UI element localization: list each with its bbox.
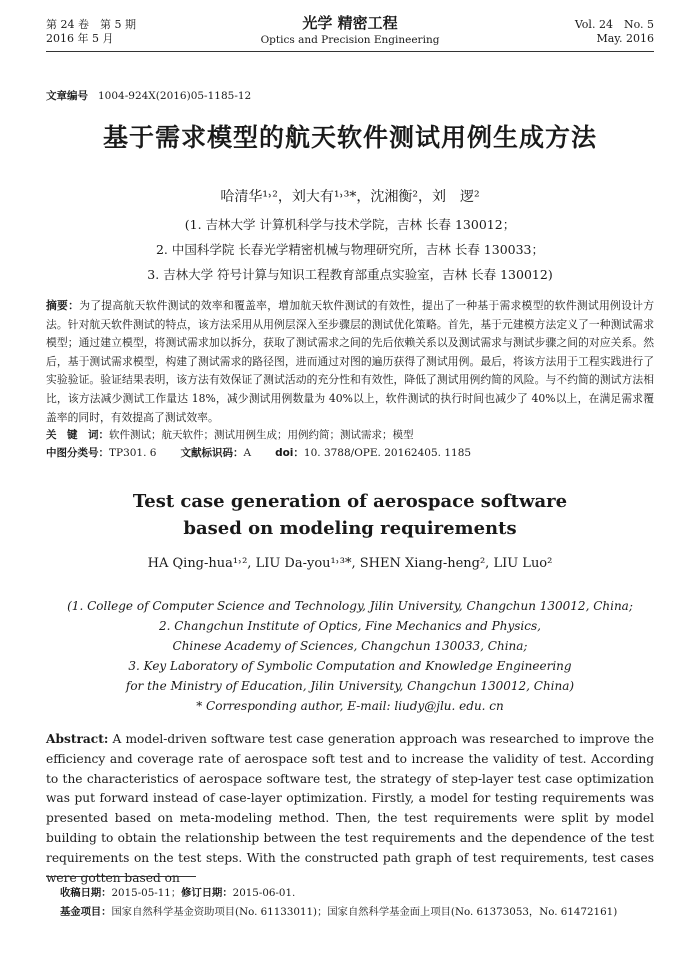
abstract-cn [46,297,654,427]
clc-label: 中图分类号： [46,447,109,459]
running-header-right [575,18,654,46]
authors-cn: 哈清华¹˒²，刘大有¹˒³*，沈湘衡²，刘 逻² [220,189,480,205]
affiliation-cn-2: 2. 中国科学院 长春光学精密机械与物理研究所，吉林 长春 130033； [155,242,545,257]
funding-text: 国家自然科学基金资助项目(No. 61133011)；国家自然科学基金面上项目(No. 61373053，No. 61472161) [111,906,618,918]
doc-code-value: A [243,447,252,459]
journal-name-cn: 光学 精密工程 [302,14,398,32]
paper-title-cn: 基于需求模型的航天软件测试用例生成方法 [102,123,597,152]
affiliation-en-2: 2. Changchun Institute of Optics, Fine Mechanics and Physics, [159,619,541,633]
classification-line [46,445,654,460]
footnote-rule [46,876,196,877]
doi-value: 10. 3788/OPE. 20162405. 1185 [303,447,472,459]
affiliation-en-4: 3. Key Laboratory of Symbolic Computation and Knowledge Engineering [128,659,572,673]
authors-en: HA Qing-hua¹˒², LIU Da-you¹˒³*, SHEN Xiang-heng², LIU Luo² [147,556,553,571]
publication-date-cn: 2016 年 5 月 [46,32,114,45]
abstract-en-text: A model-driven software test case generation approach was researched to improve the efficiency and coverage rate of aerospace soft test and to increase the validity of test. According to the characteristics of aerospace software test, the strategy of step-layer test case optimization was put forward instead of case-layer optimization. Firstly, a model for testing requirements was presented based on meta-modeling method. Then, the test requirements were split by model building to obtain the relationship between the test requirements and the dependence of the test requirements on the test steps. With the constructed path graph of test requirements, test cases were gotten based on [46,732,654,885]
corresponding-author: * Corresponding author, E-mail: liudy@jlu. edu. cn [196,699,504,713]
volume-issue-en: Vol. 24 No. 5 [574,18,654,31]
article-number-label: 文章编号 [46,90,88,102]
received-date: 2015-05-11； [111,887,182,899]
journal-name-en: Optics and Precision Engineering [260,34,440,46]
article-number-value: 1004-924X(2016)05-1185-12 [98,90,252,102]
abstract-cn-label: 摘要： [46,299,80,312]
footnote-dates [60,884,654,899]
affiliation-en-5: for the Ministry of Education, Jilin University, Changchun 130012, China) [125,679,575,693]
affiliation-cn-3: 3. 吉林大学 符号计算与知识工程教育部重点实验室，吉林 长春 130012) [147,267,553,282]
funding-label: 基金项目： [60,906,112,918]
paper-title-en [0,488,700,542]
affiliations-cn [0,212,700,287]
keywords-label: 关 键 词： [46,429,109,441]
volume-issue: 第 24 卷 第 5 期 [46,18,136,31]
affiliation-en-3: Chinese Academy of Sciences, Changchun 130033, China; [172,639,528,653]
footnote-funding [60,903,654,918]
abstract-cn-text: 为了提高航天软件测试的效率和覆盖率，增加航天软件测试的有效性，提出了一种基于需求模型的软件测试用例设计方法。针对航天软件测试的特点，该方法采用从用例层深入至步骤层的测试优化策略。首先，基于元建模方法定义了一种测试需求模型；通过建立模型，将测试需求加以拆分，获取了测试需求之间的先后依赖关系以及测试需求与测试步骤之间的对应关系。然后，基于测试需求模型，构建了测试需求的路径图，进而通过对图的遍历获得了测试用例。最后，将该方法用于工程实践进行了实验验证。验证结果表明，该方法有效保证了测试活动的充分性和有效性，降低了测试用例约简的风险。与不约简的测试方法相比，该方法减少测试工作量达 18%，减少测试用例数量为 40%以上，软件测试的执行时间也减少了 40%以上，在满足需求覆盖率的同时，有效提高了测试效率。 [46,299,655,424]
header-rule [46,51,654,52]
doi-label: doi： [275,447,304,459]
abstract-en [46,730,654,888]
paper-title-en-line1: Test case generation of aerospace software [132,491,568,512]
keywords-cn [46,427,654,442]
revised-date: 2015-06-01. [232,887,296,899]
abstract-en-label: Abstract: [46,732,109,746]
revised-label: 修订日期： [181,887,233,899]
article-number [46,88,251,103]
clc-value: TP301. 6 [109,447,157,459]
affiliation-cn-1: (1. 吉林大学 计算机科学与技术学院，吉林 长春 130012； [184,217,516,232]
affiliation-en-1: (1. College of Computer Science and Technology, Jilin University, Changchun 130012, China; [67,599,633,613]
received-label: 收稿日期： [60,887,112,899]
doc-code-label: 文献标识码： [180,447,244,459]
affiliations-en [0,596,700,716]
keywords-text: 软件测试；航天软件；测试用例生成；用例约简；测试需求；模型 [109,429,414,441]
publication-date-en: May. 2016 [596,32,654,45]
paper-title-en-line2: based on modeling requirements [183,518,517,539]
